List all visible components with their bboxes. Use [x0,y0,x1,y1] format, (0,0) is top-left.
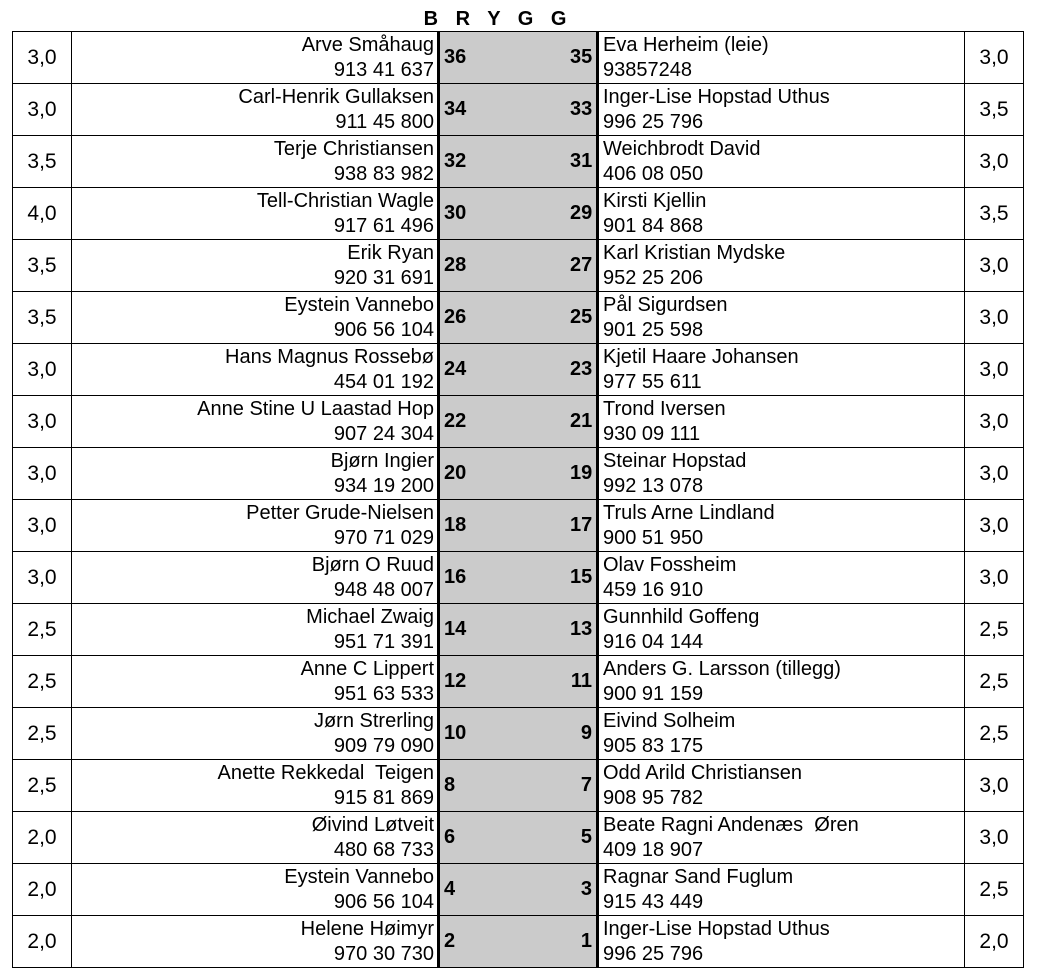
owner-phone: 901 84 868 [603,214,704,237]
pier-walkway [466,240,570,292]
owner-phone: 996 25 796 [603,110,704,133]
owner-cell-right [598,240,965,292]
owner-name: Anne Stine U Laastad Hop [197,397,434,420]
berth-number-left: 6 [439,812,467,864]
owner-name: Steinar Hopstad [603,449,747,472]
owner-cell-right [598,552,965,604]
owner-name: Tell-Christian Wagle [256,189,434,212]
berth-row [13,552,1024,604]
berth-number-left: 18 [439,500,467,552]
berth-number-right: 33 [570,84,598,136]
owner-phone: 930 09 111 [603,422,701,445]
owner-cell-left [72,84,439,136]
owner-name: Jørn Strerling [313,709,434,732]
berth-width-right: 2,5 [965,864,1024,916]
owner-cell-right [598,32,965,84]
owner-cell-left [72,760,439,812]
berth-number-left: 32 [439,136,467,188]
pier-walkway [466,292,570,344]
berth-width-left: 3,0 [13,32,72,84]
berth-row [13,864,1024,916]
pier-walkway [466,500,570,552]
pier-walkway [466,916,570,968]
berth-width-right: 3,0 [965,552,1024,604]
owner-phone: 911 45 800 [335,110,434,133]
berth-number-right: 11 [570,656,598,708]
owner-name: Gunnhild Goffeng [603,605,760,628]
owner-phone: 951 71 391 [333,630,434,653]
owner-cell-left [72,292,439,344]
berth-row [13,604,1024,656]
berth-width-left: 3,0 [13,448,72,500]
owner-phone: 977 55 611 [603,370,702,393]
berth-row [13,656,1024,708]
berth-width-right: 2,5 [965,604,1024,656]
berth-width-left: 4,0 [13,188,72,240]
owner-name: Anette Rekkedal Teigen [217,761,434,784]
berth-row [13,708,1024,760]
berth-number-right: 13 [570,604,598,656]
owner-phone: 970 30 730 [333,942,434,965]
owner-cell-left [72,604,439,656]
owner-phone: 93857248 [603,58,692,81]
owner-phone: 951 63 533 [333,682,434,705]
owner-cell-left [72,344,439,396]
owner-phone: 908 95 782 [603,786,704,809]
owner-phone: 900 51 950 [603,526,704,549]
pier-walkway [466,604,570,656]
owner-cell-right [598,916,965,968]
berth-number-right: 5 [570,812,598,864]
berth-number-right: 23 [570,344,598,396]
pier-walkway [466,344,570,396]
owner-name: Inger-Lise Hopstad Uthus [603,85,830,108]
berth-number-left: 2 [439,916,467,968]
owner-phone: 952 25 206 [603,266,704,289]
berth-width-left: 2,5 [13,656,72,708]
berth-number-right: 17 [570,500,598,552]
pier-walkway [466,552,570,604]
berth-width-right: 3,0 [965,500,1024,552]
berth-row [13,240,1024,292]
pier-walkway [466,708,570,760]
owner-phone: 938 83 982 [333,162,434,185]
owner-name: Karl Kristian Mydske [603,241,786,264]
berth-number-right: 19 [570,448,598,500]
owner-cell-left [72,448,439,500]
berth-width-left: 3,0 [13,500,72,552]
berth-row [13,292,1024,344]
berth-number-right: 15 [570,552,598,604]
berth-number-right: 31 [570,136,598,188]
berth-width-right: 3,0 [965,32,1024,84]
owner-name: Øivind Løtveit [311,813,434,836]
pier-walkway [466,396,570,448]
owner-name: Erik Ryan [347,241,434,264]
berth-width-right: 3,0 [965,448,1024,500]
berth-number-left: 10 [439,708,467,760]
owner-name: Anne C Lippert [300,657,434,680]
berth-width-left: 3,5 [13,292,72,344]
owner-cell-right [598,84,965,136]
owner-cell-left [72,864,439,916]
owner-name: Olav Fossheim [603,553,737,576]
berth-width-right: 3,5 [965,84,1024,136]
owner-name: Anders G. Larsson (tillegg) [603,657,841,680]
owner-phone: 916 04 144 [603,630,704,653]
berth-number-right: 27 [570,240,598,292]
owner-name: Beate Ragni Andenæs Øren [603,813,859,836]
owner-cell-right [598,708,965,760]
berth-width-right: 3,0 [965,136,1024,188]
owner-phone: 948 48 007 [333,578,434,601]
owner-cell-right [598,812,965,864]
owner-phone: 906 56 104 [333,318,434,341]
owner-phone: 913 41 637 [333,58,434,81]
berth-width-left: 3,0 [13,84,72,136]
owner-cell-right [598,292,965,344]
berth-width-right: 3,0 [965,240,1024,292]
berth-number-right: 21 [570,396,598,448]
pier-walkway [466,32,570,84]
berth-number-left: 26 [439,292,467,344]
owner-name: Carl-Henrik Gullaksen [238,85,434,108]
owner-cell-left [72,812,439,864]
owner-cell-left [72,188,439,240]
berth-width-right: 3,0 [965,812,1024,864]
berth-number-left: 8 [439,760,467,812]
owner-phone: 934 19 200 [333,474,434,497]
owner-name: Trond Iversen [603,397,726,420]
owner-cell-right [598,188,965,240]
owner-phone: 480 68 733 [333,838,434,861]
berth-number-left: 4 [439,864,467,916]
owner-cell-right [598,656,965,708]
owner-name: Kirsti Kjellin [603,189,707,212]
berth-width-right: 2,5 [965,708,1024,760]
berth-number-left: 20 [439,448,467,500]
berth-width-left: 3,0 [13,552,72,604]
berth-width-right: 3,5 [965,188,1024,240]
owner-cell-left [72,136,439,188]
owner-cell-left [72,396,439,448]
owner-cell-left [72,32,439,84]
owner-phone: 907 24 304 [333,422,434,445]
pier-walkway [466,136,570,188]
owner-cell-left [72,916,439,968]
owner-cell-left [72,240,439,292]
berth-width-left: 3,0 [13,344,72,396]
owner-phone: 409 18 907 [603,838,704,861]
berth-number-right: 7 [570,760,598,812]
berth-table [12,31,1024,968]
owner-name: Inger-Lise Hopstad Uthus [603,917,830,940]
owner-phone: 454 01 192 [333,370,434,393]
owner-name: Ragnar Sand Fuglum [603,865,794,888]
berth-width-left: 3,0 [13,396,72,448]
berth-number-left: 22 [439,396,467,448]
owner-name: Petter Grude-Nielsen [246,501,434,524]
owner-name: Eva Herheim (leie) [603,33,769,56]
berth-number-left: 12 [439,656,467,708]
owner-phone: 905 83 175 [603,734,704,757]
berth-number-left: 28 [439,240,467,292]
owner-phone: 900 91 159 [603,682,704,705]
pier-walkway [466,864,570,916]
berth-width-right: 3,0 [965,292,1024,344]
berth-row [13,136,1024,188]
owner-cell-right [598,864,965,916]
berth-number-left: 36 [439,32,467,84]
owner-name: Bjørn Ingier [330,449,434,472]
owner-phone: 459 16 910 [603,578,704,601]
owner-phone: 996 25 796 [603,942,704,965]
owner-phone: 992 13 078 [603,474,704,497]
berth-row [13,32,1024,84]
owner-name: Hans Magnus Rossebø [225,345,434,368]
owner-name: Pål Sigurdsen [603,293,728,316]
owner-cell-right [598,396,965,448]
owner-phone: 906 56 104 [333,890,434,913]
berth-width-left: 2,5 [13,760,72,812]
pier-walkway [466,84,570,136]
berth-number-right: 1 [570,916,598,968]
pier-walkway [466,188,570,240]
berth-row [13,344,1024,396]
pier-walkway [466,812,570,864]
berth-number-right: 3 [570,864,598,916]
owner-name: Michael Zwaig [306,605,434,628]
owner-name: Eivind Solheim [603,709,736,732]
berth-row [13,188,1024,240]
berth-number-right: 25 [570,292,598,344]
owner-phone: 970 71 029 [333,526,434,549]
owner-cell-left [72,552,439,604]
owner-cell-left [72,500,439,552]
berth-number-left: 30 [439,188,467,240]
berth-row [13,448,1024,500]
owner-name: Helene Høimyr [300,917,434,940]
owner-phone: 901 25 598 [603,318,704,341]
berth-number-left: 16 [439,552,467,604]
owner-phone: 915 43 449 [603,890,704,913]
pier-walkway [466,656,570,708]
owner-name: Weichbrodt David [603,137,761,160]
berth-row [13,916,1024,968]
owner-name: Bjørn O Ruud [311,553,434,576]
berth-width-left: 2,5 [13,604,72,656]
owner-name: Terje Christiansen [273,137,434,160]
berth-row [13,812,1024,864]
berth-width-right: 3,0 [965,396,1024,448]
pier-walkway [466,760,570,812]
berth-number-right: 29 [570,188,598,240]
owner-cell-left [72,656,439,708]
owner-cell-right [598,604,965,656]
berth-width-right: 3,0 [965,344,1024,396]
berth-number-left: 24 [439,344,467,396]
berth-row [13,396,1024,448]
owner-cell-right [598,136,965,188]
owner-name: Kjetil Haare Johansen [603,345,799,368]
pier-walkway [466,448,570,500]
owner-phone: 920 31 691 [333,266,434,289]
berth-width-left: 3,5 [13,240,72,292]
owner-name: Eystein Vannebo [284,865,434,888]
berth-number-left: 34 [439,84,467,136]
owner-phone: 915 81 869 [333,786,434,809]
berth-number-right: 9 [570,708,598,760]
berth-width-right: 2,0 [965,916,1024,968]
owner-name: Eystein Vannebo [284,293,434,316]
berth-width-right: 2,5 [965,656,1024,708]
owner-cell-right [598,500,965,552]
owner-phone: 917 61 496 [333,214,434,237]
dock-title: B R Y G G [423,8,573,30]
owner-name: Arve Småhaug [301,33,434,56]
owner-name: Odd Arild Christiansen [603,761,802,784]
owner-cell-right [598,344,965,396]
berth-row [13,500,1024,552]
berth-width-left: 3,5 [13,136,72,188]
berth-number-left: 14 [439,604,467,656]
berth-width-right: 3,0 [965,760,1024,812]
owner-cell-right [598,760,965,812]
berth-number-right: 35 [570,32,598,84]
owner-cell-right [598,448,965,500]
berth-width-left: 2,0 [13,812,72,864]
owner-phone: 406 08 050 [603,162,704,185]
berth-row [13,84,1024,136]
berth-row [13,760,1024,812]
owner-name: Truls Arne Lindland [603,501,775,524]
berth-width-left: 2,0 [13,916,72,968]
berth-width-left: 2,0 [13,864,72,916]
owner-phone: 909 79 090 [333,734,434,757]
owner-cell-left [72,708,439,760]
berth-width-left: 2,5 [13,708,72,760]
